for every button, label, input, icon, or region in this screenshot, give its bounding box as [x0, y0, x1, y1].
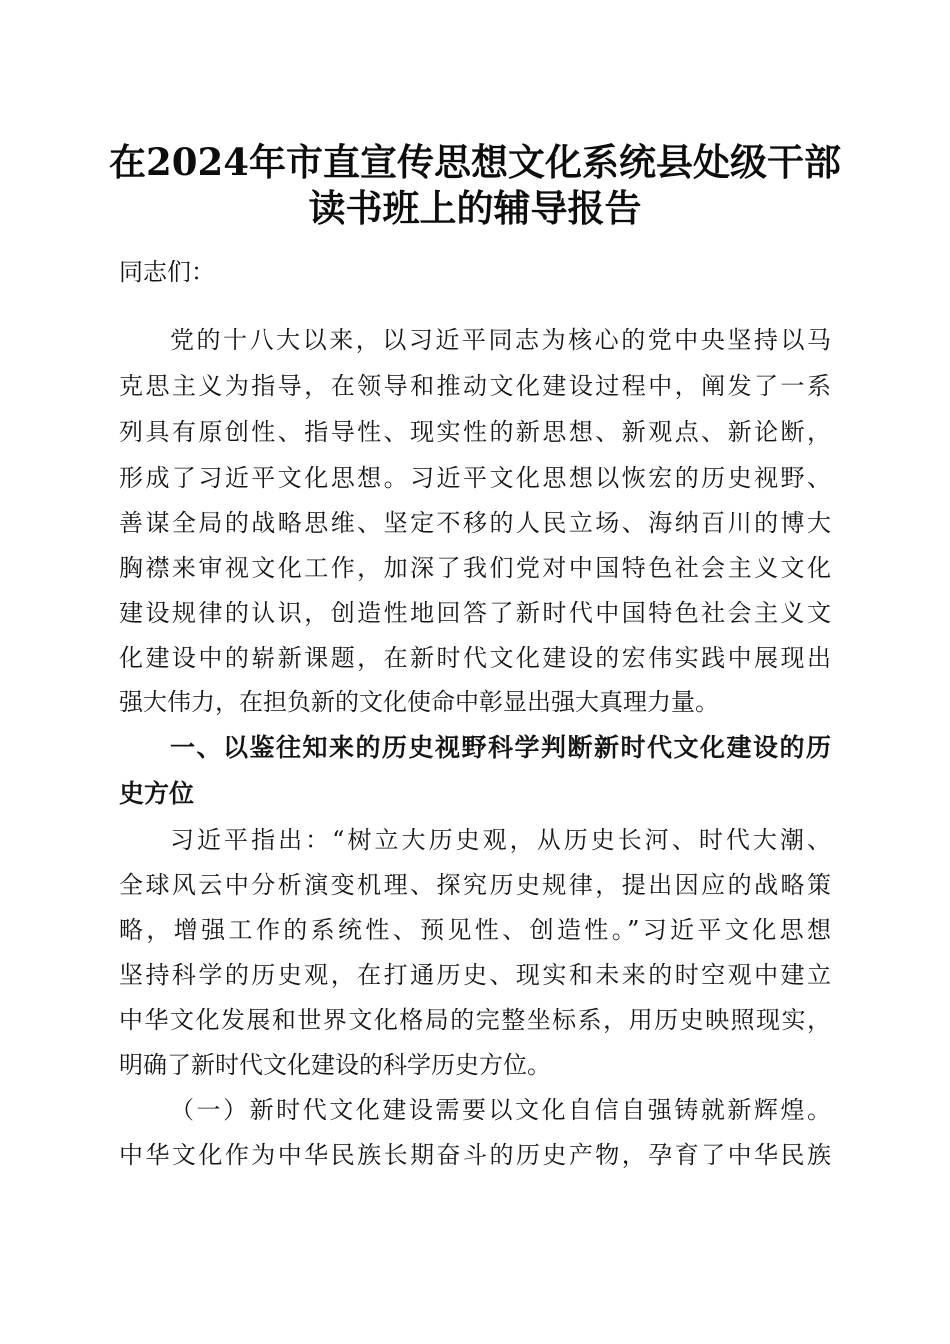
- paragraph-line: 胸襟来审视文化工作，加深了我们党对中国特色社会主义文化: [119, 554, 831, 582]
- paragraph-line: 善谋全局的战略思维、坚定不移的人民立场、海纳百川的博大: [119, 509, 831, 537]
- paragraph-line: 克思主义为指导，在领导和推动文化建设过程中，阐发了一系: [119, 372, 831, 400]
- salutation: 同志们：: [119, 258, 215, 286]
- paragraph-line: 中华文化发展和世界文化格局的完整坐标系，用历史映照现实，: [119, 1006, 831, 1034]
- section-heading-line: 一、以鉴往知来的历史视野科学判断新时代文化建设的历: [170, 733, 831, 762]
- paragraph-line: 习近平指出：“树立大历史观，从历史长河、时代大潮、: [170, 826, 831, 854]
- paragraph-line: 全球风云中分析演变机理、探究历史规律，提出因应的战略策: [119, 871, 831, 899]
- section-heading-line: 史方位: [119, 779, 195, 808]
- document-title-line-2: 读书班上的辅导报告: [308, 186, 642, 230]
- paragraph-line: 化建设中的崭新课题，在新时代文化建设的宏伟实践中展现出: [119, 644, 831, 672]
- document-title-line-1: 在2024年市直宣传思想文化系统县处级干部: [109, 140, 841, 184]
- paragraph-line: 略，增强工作的系统性、预见性、创造性。”习近平文化思想: [119, 916, 831, 944]
- paragraph-line: 列具有原创性、指导性、现实性的新思想、新观点、新论断，: [119, 418, 831, 446]
- paragraph-line: 建设规律的认识，创造性地回答了新时代中国特色社会主义文: [119, 599, 831, 627]
- subsection-heading-line: （一）新时代文化建设需要以文化自信自强铸就新辉煌。: [170, 1096, 831, 1124]
- paragraph-line: 中华文化作为中华民族长期奋斗的历史产物，孕育了中华民族: [119, 1141, 831, 1169]
- paragraph-line: 党的十八大以来，以习近平同志为核心的党中央坚持以马: [170, 326, 831, 354]
- paragraph-line: 强大伟力，在担负新的文化使命中彰显出强大真理力量。: [119, 688, 719, 716]
- paragraph-line: 明确了新时代文化建设的科学历史方位。: [119, 1051, 551, 1079]
- paragraph-line: 坚持科学的历史观，在打通历史、现实和未来的时空观中建立: [119, 961, 831, 989]
- paragraph-line: 形成了习近平文化思想。习近平文化思想以恢宏的历史视野、: [119, 464, 831, 492]
